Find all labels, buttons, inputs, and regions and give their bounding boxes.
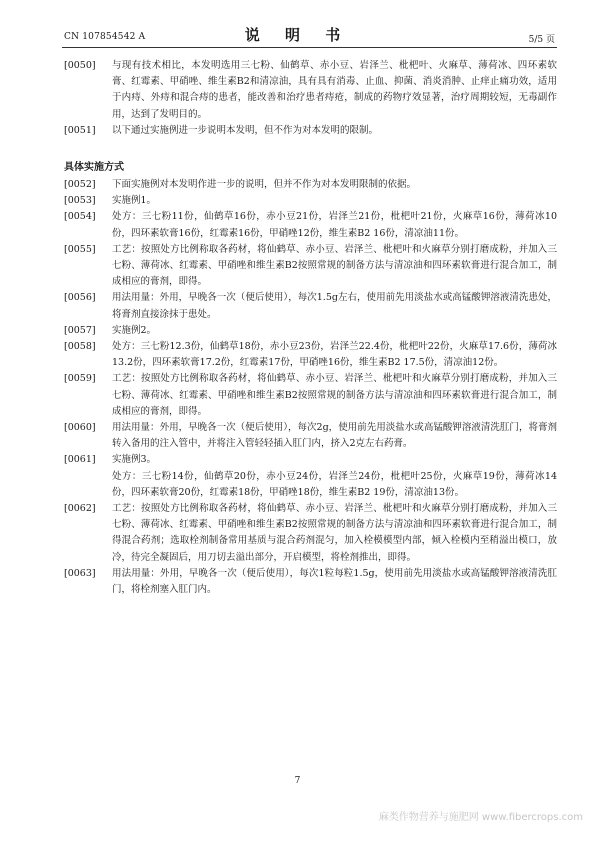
paragraph — [64, 242, 557, 291]
paragraph-number: [0056] — [64, 292, 96, 304]
paragraph — [64, 501, 557, 566]
paragraph — [64, 177, 557, 193]
paragraph — [64, 566, 557, 598]
paragraph-text: 实施例1。 — [112, 195, 157, 207]
paragraph — [64, 323, 557, 339]
paragraph — [64, 290, 557, 322]
paragraph-text: 工艺：按照处方比例称取各药材，将仙鹤草、赤小豆、岩泽兰、枇杷叶和火麻草分别打磨成粉，并加入三七粉、薄荷冰、红霉素、甲硝唑和维生素B2按照常规的制备方法与清凉油和四环素软膏进行混合加工，制得混合药剂；选取栓剂制备常用基质与混合药剂混匀，加入栓模模型内部，倾入栓模内至稍溢出模口，放冷，待完全凝固后，用刀切去溢出部分，开启模型，将栓剂推出，即得。 — [112, 503, 557, 563]
paragraph-number: [0062] — [64, 503, 96, 515]
paragraph-text: 下面实施例对本发明作进一步的说明，但并不作为对本发明限制的依据。 — [112, 179, 417, 191]
paragraph-number: [0063] — [64, 567, 96, 579]
paragraph — [64, 371, 557, 420]
paragraph-number: [0051] — [64, 124, 96, 136]
paragraph-text: 实施例2。 — [112, 324, 157, 336]
paragraph — [64, 123, 557, 139]
site-watermark: 麻类作物营养与施肥网 www.fibercrops.com — [378, 812, 583, 823]
paragraph-text: 工艺：按照处方比例称取各药材，将仙鹤草、赤小豆、岩泽兰、枇杷叶和火麻草分别打磨成粉，并加入三七粉、薄荷冰、红霉素、甲硝唑和维生素B2按照常规的制备方法与清凉油和四环素软膏进行混合加工，制成相应的膏剂，即得。 — [112, 243, 557, 288]
paragraph-number: [0057] — [64, 324, 96, 336]
document-title: 说 明 书 — [244, 26, 351, 44]
paragraph — [64, 452, 557, 468]
paragraph-text: 处方：三七粉11份，仙鹤草16份，赤小豆21份，岩泽兰21份，枇杷叶21份，火麻草16份，薄荷冰10份，四环素软膏16份，红霉素16份，甲硝唑12份，维生素B2 16份，清凉油11份。 — [112, 211, 557, 239]
page-number: 7 — [294, 776, 301, 786]
paragraph-text: 处方：三七粉12.3份，仙鹤草18份，赤小豆23份，岩泽兰22.4份，枇杷叶22份，火麻草17.6份，薄荷冰13.2份，四环素软膏17.2份，红霉素17份，甲硝唑16份，维生素B2 17.5份，清凉油12份。 — [112, 341, 557, 369]
paragraph-number: [0050] — [64, 60, 96, 71]
paragraph-text: 用法用量：外用，早晚各一次（便后使用），每次2g，使用前先用淡盐水或高锰酸钾溶液清洗肛门，将膏剂转入备用的注入管中，并将注入管轻轻插入肛门内，挤入2克左右药膏。 — [112, 422, 557, 450]
paragraph — [64, 209, 557, 241]
paragraph-text: 实施例3。 — [112, 454, 157, 466]
paragraph-text: 以下通过实施例进一步说明本发明，但不作为对本发明的限制。 — [112, 124, 379, 136]
patent-number: CN 107854542 A — [64, 32, 146, 42]
paragraph-text: 与现有技术相比，本发明选用三七粉、仙鹤草、赤小豆、岩泽兰、枇杷叶、火麻草、薄荷冰、四环素软膏、红霉素、甲硝唑、维生素B2和清凉油，具有具有消毒、止血、抑菌、消炎消肿、止痒止痛功效，适用于内痔、外痔和混合痔的患者，能改善和治疗患者痔疮，制成的药物疗效显著，治疗周期较短，无毒副作用，达到了发明目的。 — [112, 60, 557, 120]
paragraph — [64, 193, 557, 209]
paragraph — [64, 58, 557, 123]
paragraph-number: [0060] — [64, 422, 96, 434]
page-indicator: 5/5 页 — [528, 35, 555, 45]
paragraph-continuation: 处方：三七粉14份，仙鹤草20份，赤小豆24份，岩泽兰24份，枇杷叶25份，火麻草19份，薄荷冰14份，四环素软膏20份，红霉素18份，甲硝唑18份，维生素B2 19份，清凉油13份。 — [112, 470, 557, 498]
paragraph-number: [0053] — [64, 195, 96, 207]
paragraph-text: 工艺：按照处方比例称取各药材，将仙鹤草、赤小豆、岩泽兰、枇杷叶和火麻草分别打磨成粉，并加入三七粉、薄荷冰、红霉素、甲硝唑和维生素B2按照常规的制备方法与清凉油和四环素软膏进行混合加工，制成相应的膏剂，即得。 — [112, 373, 557, 417]
paragraph — [64, 420, 557, 452]
paragraph-number: [0052] — [64, 179, 96, 191]
paragraph-number: [0055] — [64, 243, 96, 255]
paragraph-number: [0061] — [64, 454, 96, 466]
paragraph-text: 用法用量：外用，早晚各一次（便后使用），每次1.5g左右，使用前先用淡盐水或高锰酸钾溶液清洗患处，将膏剂直接涂抹于患处。 — [112, 292, 557, 320]
paragraph-number: [0054] — [64, 211, 96, 223]
section-heading: 具体实施方式 — [64, 162, 124, 174]
paragraph — [64, 339, 557, 371]
header-divider — [62, 47, 557, 48]
document-body — [64, 58, 557, 598]
paragraph-number: [0059] — [64, 373, 96, 385]
paragraph-number: [0058] — [64, 341, 96, 353]
paragraph-text: 用法用量：外用，早晚各一次（便后使用），每次1粒每粒1.5g，使用前先用淡盐水或高锰酸钾溶液清洗肛门，将栓剂塞入肛门内。 — [112, 567, 557, 596]
